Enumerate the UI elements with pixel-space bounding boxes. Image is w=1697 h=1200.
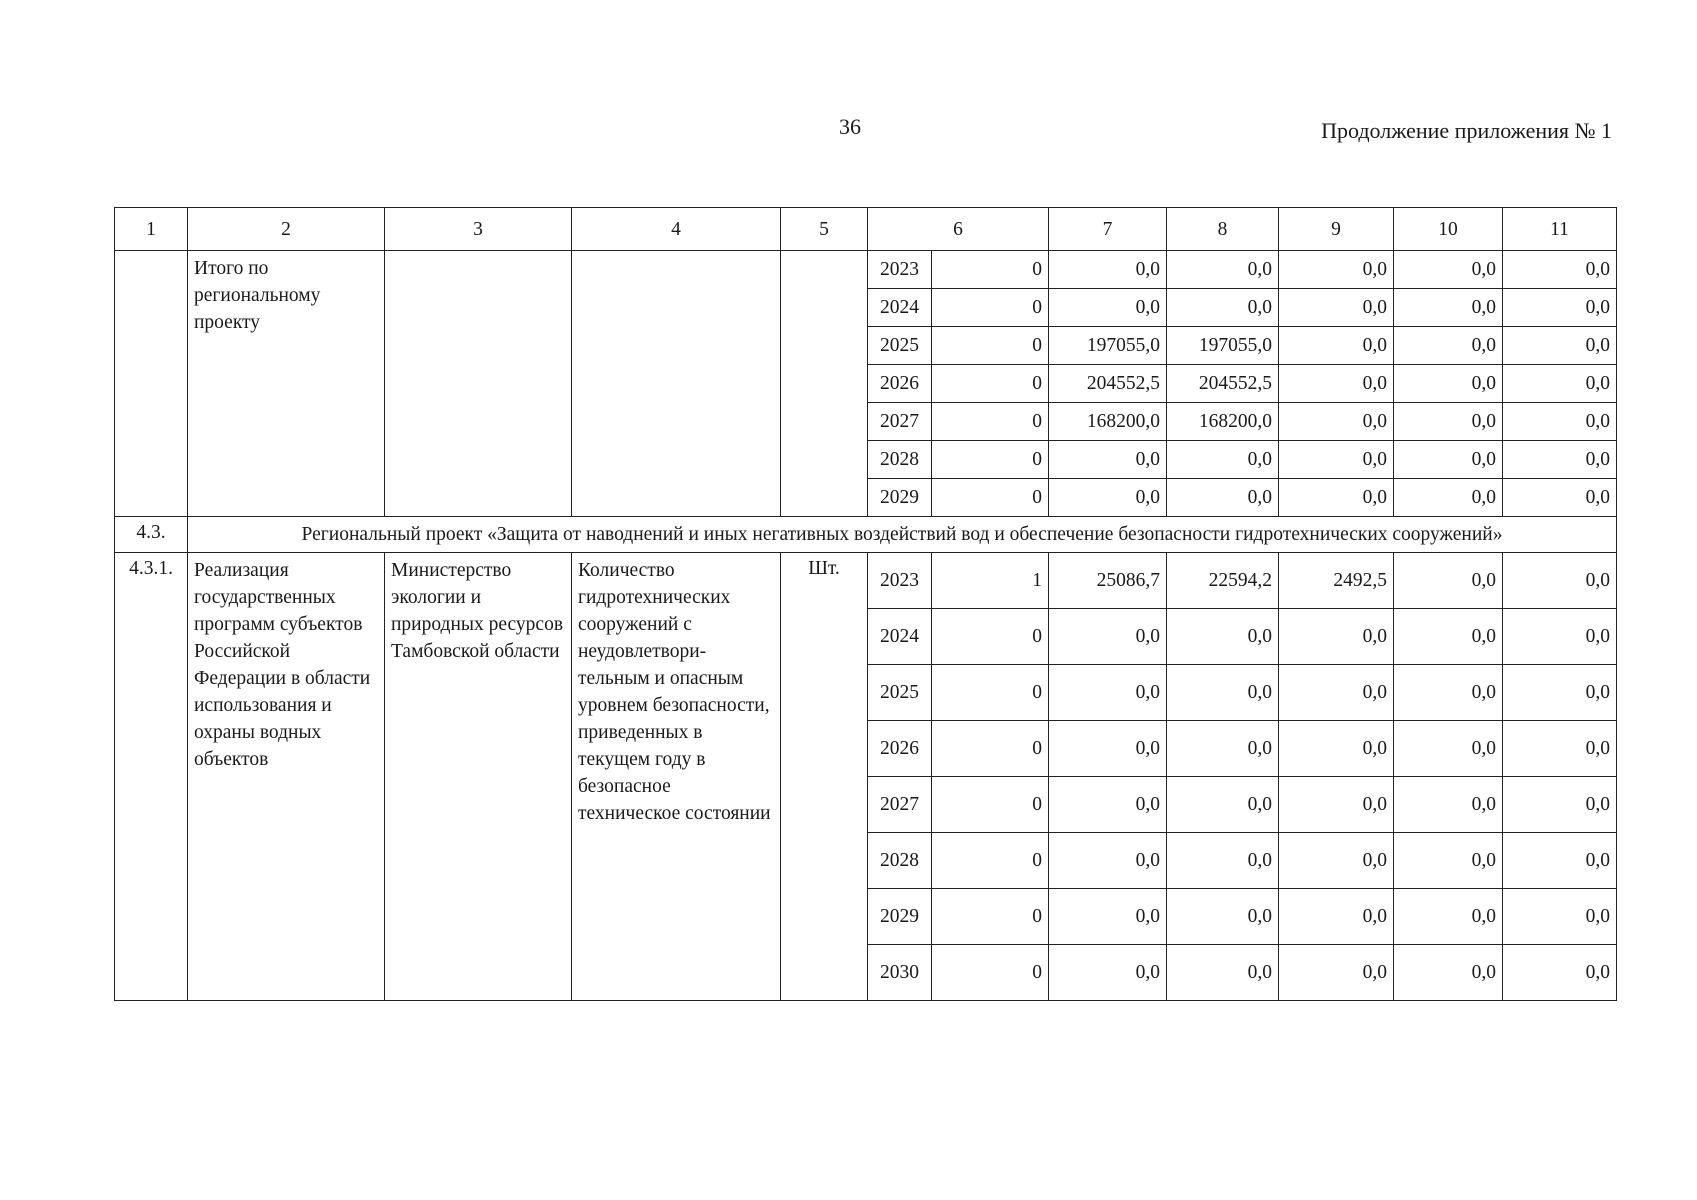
- amount-cell: 0,0: [1049, 441, 1167, 479]
- section-number: 4.3.: [115, 517, 188, 553]
- header-cell: 7: [1049, 208, 1167, 251]
- amount-cell: 0,0: [1503, 889, 1617, 945]
- header-cell: 2: [188, 208, 385, 251]
- year-cell: 2029: [868, 479, 932, 517]
- year-cell: 2027: [868, 403, 932, 441]
- amount-cell: 0,0: [1503, 777, 1617, 833]
- amount-cell: 0,0: [1167, 721, 1279, 777]
- header-cell: 9: [1279, 208, 1394, 251]
- amount-cell: 0,0: [1167, 289, 1279, 327]
- amount-cell: 0,0: [1049, 289, 1167, 327]
- amount-cell: 0,0: [1167, 665, 1279, 721]
- amount-cell: 0,0: [1394, 945, 1503, 1001]
- qty-cell: 0: [932, 665, 1049, 721]
- year-cell: 2029: [868, 889, 932, 945]
- qty-cell: 0: [932, 289, 1049, 327]
- header-cell: 8: [1167, 208, 1279, 251]
- amount-cell: 0,0: [1394, 327, 1503, 365]
- amount-cell: 0,0: [1394, 721, 1503, 777]
- amount-cell: 0,0: [1279, 833, 1394, 889]
- qty-cell: 0: [932, 251, 1049, 289]
- amount-cell: 0,0: [1394, 833, 1503, 889]
- amount-cell: 0,0: [1394, 609, 1503, 665]
- amount-cell: 22594,2: [1167, 553, 1279, 609]
- amount-cell: 0,0: [1279, 441, 1394, 479]
- amount-cell: 0,0: [1049, 833, 1167, 889]
- qty-cell: 1: [932, 553, 1049, 609]
- amount-cell: 168200,0: [1049, 403, 1167, 441]
- year-cell: 2023: [868, 553, 932, 609]
- qty-cell: 0: [932, 721, 1049, 777]
- amount-cell: 0,0: [1394, 403, 1503, 441]
- header-cell: 5: [781, 208, 868, 251]
- amount-cell: 0,0: [1167, 833, 1279, 889]
- amount-cell: 0,0: [1503, 833, 1617, 889]
- amount-cell: 0,0: [1279, 777, 1394, 833]
- header-cell: 10: [1394, 208, 1503, 251]
- amount-cell: 0,0: [1279, 289, 1394, 327]
- amount-cell: 0,0: [1503, 609, 1617, 665]
- empty-cell: [385, 251, 572, 517]
- amount-cell: 204552,5: [1049, 365, 1167, 403]
- item-name: Реализация государственных программ субъектов Российской Федерации в области использования и охраны водных объектов: [188, 553, 385, 1001]
- item-number: 4.3.1.: [115, 553, 188, 1001]
- amount-cell: 197055,0: [1049, 327, 1167, 365]
- amount-cell: 0,0: [1503, 479, 1617, 517]
- amount-cell: 0,0: [1049, 251, 1167, 289]
- qty-cell: 0: [932, 609, 1049, 665]
- amount-cell: 204552,5: [1167, 365, 1279, 403]
- amount-cell: 0,0: [1279, 609, 1394, 665]
- qty-cell: 0: [932, 777, 1049, 833]
- year-cell: 2025: [868, 665, 932, 721]
- amount-cell: 0,0: [1279, 251, 1394, 289]
- year-cell: 2026: [868, 721, 932, 777]
- year-cell: 2028: [868, 441, 932, 479]
- amount-cell: 0,0: [1394, 889, 1503, 945]
- amount-cell: 0,0: [1167, 479, 1279, 517]
- amount-cell: 0,0: [1503, 945, 1617, 1001]
- header-cell: 11: [1503, 208, 1617, 251]
- qty-cell: 0: [932, 327, 1049, 365]
- amount-cell: 0,0: [1167, 251, 1279, 289]
- qty-cell: 0: [932, 403, 1049, 441]
- amount-cell: 0,0: [1503, 403, 1617, 441]
- amount-cell: 0,0: [1503, 365, 1617, 403]
- amount-cell: 0,0: [1167, 945, 1279, 1001]
- amount-cell: 0,0: [1394, 441, 1503, 479]
- qty-cell: 0: [932, 945, 1049, 1001]
- amount-cell: 0,0: [1503, 289, 1617, 327]
- page-number: 36: [839, 114, 861, 139]
- amount-cell: 0,0: [1279, 365, 1394, 403]
- amount-cell: 0,0: [1167, 441, 1279, 479]
- appendix-table: [114, 207, 1617, 1001]
- amount-cell: 0,0: [1279, 665, 1394, 721]
- amount-cell: 25086,7: [1049, 553, 1167, 609]
- year-cell: 2027: [868, 777, 932, 833]
- amount-cell: 0,0: [1049, 721, 1167, 777]
- table-row: [115, 553, 1617, 609]
- amount-cell: 0,0: [1167, 609, 1279, 665]
- empty-cell: [572, 251, 781, 517]
- amount-cell: 0,0: [1503, 251, 1617, 289]
- amount-cell: 0,0: [1394, 665, 1503, 721]
- qty-cell: 0: [932, 833, 1049, 889]
- amount-cell: 0,0: [1503, 665, 1617, 721]
- year-cell: 2024: [868, 289, 932, 327]
- amount-cell: 0,0: [1503, 327, 1617, 365]
- amount-cell: 0,0: [1167, 889, 1279, 945]
- amount-cell: 0,0: [1279, 479, 1394, 517]
- section-row: [115, 517, 1617, 553]
- item-indicator: Количество гидротехнических сооружений с неудовлетвори-тельным и опасным уровнем безопасности, приведенных в текущем году в безопасное техническое состоянии: [572, 553, 781, 1001]
- year-cell: 2030: [868, 945, 932, 1001]
- amount-cell: 0,0: [1279, 945, 1394, 1001]
- year-cell: 2023: [868, 251, 932, 289]
- total-label: Итого по региональному проекту: [188, 251, 385, 517]
- table-row: [115, 251, 1617, 289]
- amount-cell: 0,0: [1394, 479, 1503, 517]
- qty-cell: 0: [932, 889, 1049, 945]
- amount-cell: 0,0: [1049, 889, 1167, 945]
- amount-cell: 197055,0: [1167, 327, 1279, 365]
- amount-cell: 0,0: [1049, 945, 1167, 1001]
- header-cell: 1: [115, 208, 188, 251]
- amount-cell: 0,0: [1394, 553, 1503, 609]
- year-cell: 2026: [868, 365, 932, 403]
- amount-cell: 0,0: [1503, 441, 1617, 479]
- empty-cell: [781, 251, 868, 517]
- amount-cell: 0,0: [1279, 327, 1394, 365]
- header-row: [115, 208, 1617, 251]
- amount-cell: 0,0: [1503, 721, 1617, 777]
- amount-cell: 0,0: [1279, 403, 1394, 441]
- amount-cell: 0,0: [1279, 889, 1394, 945]
- amount-cell: 0,0: [1049, 609, 1167, 665]
- amount-cell: 0,0: [1394, 251, 1503, 289]
- amount-cell: 168200,0: [1167, 403, 1279, 441]
- amount-cell: 0,0: [1279, 721, 1394, 777]
- item-executor: Министерство экологии и природных ресурсов Тамбовской области: [385, 553, 572, 1001]
- amount-cell: 2492,5: [1279, 553, 1394, 609]
- qty-cell: 0: [932, 441, 1049, 479]
- amount-cell: 0,0: [1503, 553, 1617, 609]
- amount-cell: 0,0: [1049, 777, 1167, 833]
- section-title: Региональный проект «Защита от наводнений и иных негативных воздействий вод и обеспечение безопасности гидротехнических сооружений»: [188, 517, 1617, 553]
- qty-cell: 0: [932, 479, 1049, 517]
- header-cell: 3: [385, 208, 572, 251]
- continuation-label: Продолжение приложения № 1: [1321, 118, 1612, 143]
- qty-cell: 0: [932, 365, 1049, 403]
- year-cell: 2024: [868, 609, 932, 665]
- amount-cell: 0,0: [1049, 665, 1167, 721]
- header-cell: 4: [572, 208, 781, 251]
- amount-cell: 0,0: [1394, 777, 1503, 833]
- amount-cell: 0,0: [1394, 365, 1503, 403]
- header-cell: 6: [868, 208, 1049, 251]
- item-unit: Шт.: [781, 553, 868, 1001]
- empty-cell: [115, 251, 188, 517]
- year-cell: 2025: [868, 327, 932, 365]
- amount-cell: 0,0: [1167, 777, 1279, 833]
- amount-cell: 0,0: [1049, 479, 1167, 517]
- year-cell: 2028: [868, 833, 932, 889]
- amount-cell: 0,0: [1394, 289, 1503, 327]
